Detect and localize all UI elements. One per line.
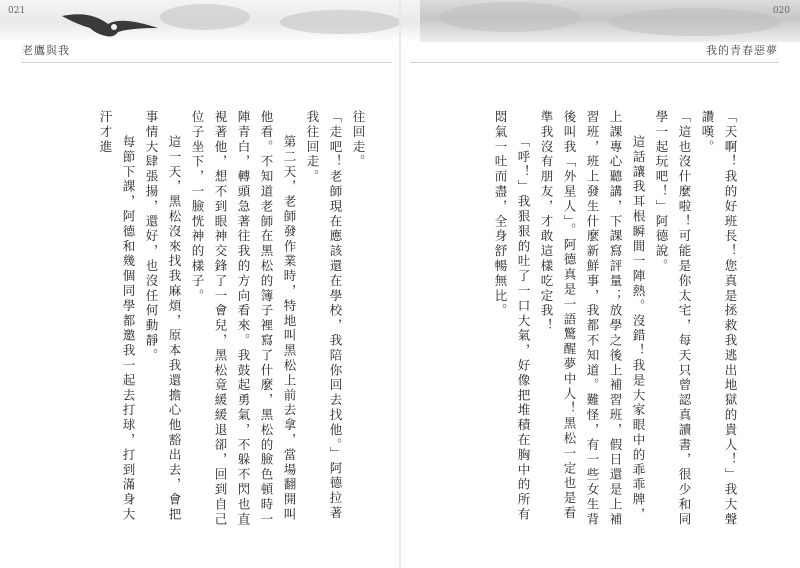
running-header-left: 老鷹與我 — [22, 44, 70, 57]
paragraph: 每節下課，阿德和幾個同學都邀我一起去打球，打到滿身大汗才進 — [98, 110, 136, 523]
page-number-left: 021 — [8, 6, 26, 16]
paragraph: 這一天，黑松沒來找我麻煩，原本我還擔心他豁出去，會把事情大肆張揚，還好，也沒任何動靜。 — [144, 110, 182, 523]
paragraph: 這話讓我耳根瞬間一陣熱。沒錯！我是大家眼中的乖乖牌，上課專心聽講，下課寫評量；放學之後上補習班，假日還是上補習班，班上發生什麼新鮮事，我都不知道。難怪，有一些女生背後叫我「外星人」。阿德真是一語驚醒夢中人！黑松一定也是看準我沒有朋友，才敢這樣吃定我！ — [539, 110, 646, 528]
paragraph: 「這也沒什麼啦！可能是你太宅，每天只曾認真讀書，很少和同學一起玩吧！」阿德說。 — [654, 110, 692, 528]
right-page-text — [466, 110, 742, 530]
cloud-shape — [610, 8, 780, 36]
running-header-right: 我的青春惡夢 — [706, 44, 778, 57]
cloud-shape — [280, 10, 400, 34]
left-page-text — [70, 110, 370, 530]
cloud-shape — [440, 2, 580, 32]
paragraph: 「天啊！我的好班長！您真是拯救我逃出地獄的貴人！」我大聲讚嘆。 — [700, 110, 738, 528]
paragraph: 往回走。 — [351, 110, 366, 170]
book-spine — [399, 0, 401, 568]
paragraph: 「走吧！老師現在應該還在學校，我陪你回去找他。」阿德拉著我往回走。 — [305, 110, 343, 521]
page-number-right: 020 — [772, 6, 790, 16]
header-sketch-right — [420, 0, 800, 42]
cloud-shape — [160, 4, 250, 30]
paragraph: 第二天，老師發作業時，特地叫黑松上前去拿，當場翻開叫他看。不知道老師在黑松的簿子裡寫了什麼，黑松的臉色頓時一陣青白，轉頭急著往我的方向看來。我鼓起勇氣，不躲不閃也直視著他，想不到眼神交鋒了一會兒，黑松竟緩緩退卻，回到自己位子坐下，一臉恍神的樣子。 — [190, 110, 297, 528]
header-rule-right — [410, 62, 778, 63]
eagle-icon — [60, 6, 160, 42]
paragraph: 「呼！」我狠狠的吐了一口大氣，好像把堆積在胸中的所有悶氣一吐而盡，全身舒暢無比。 — [493, 110, 531, 523]
header-rule-left — [22, 62, 392, 63]
